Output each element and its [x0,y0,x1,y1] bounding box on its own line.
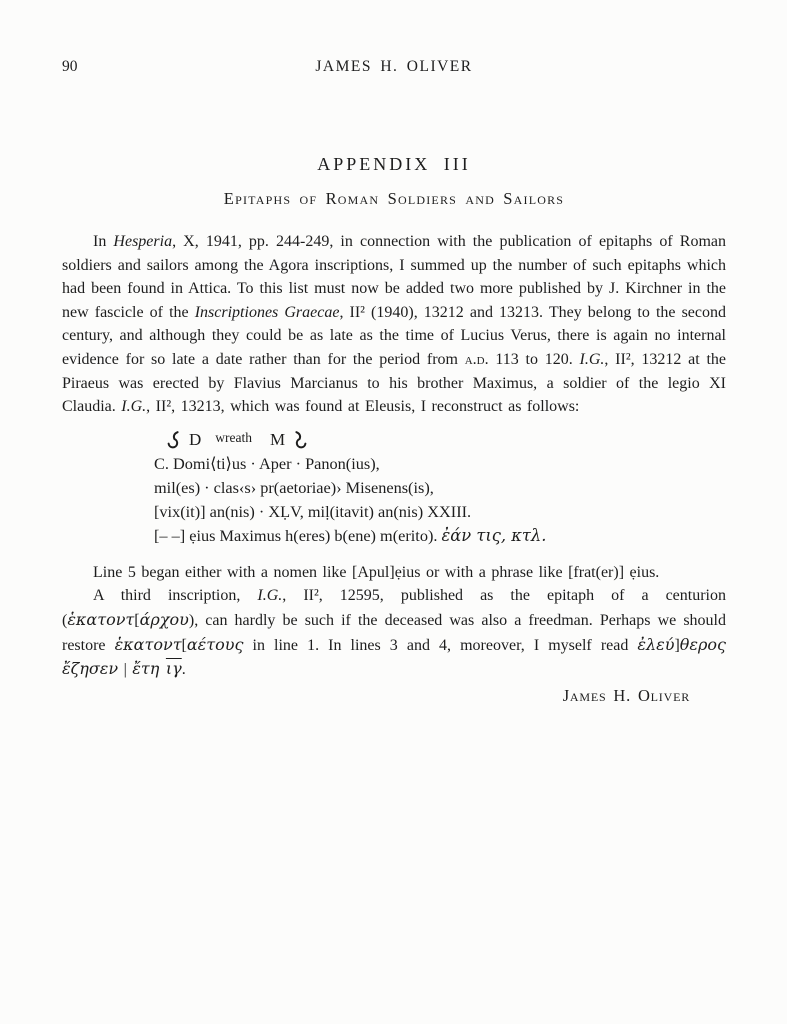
paragraph-introduction: In Hesperia, X, 1941, pp. 244-249, in connection with the publication of epitaphs of Roman soldiers and sailors among the Agora inscriptions, I summed up the number of such epitaphs which had been found in Attica. To this list must now be added two more published by J. Kirchner in the new fascicle of the Inscriptiones Graecae, II² (1940), 13212 and 13213. They belong to the second century, and although they could be as late as the time of Lucius Verus, there is again no internal evidence for so late a date rather than for the period from a.d. 113 to 120. I.G., II², 13212 at the Piraeus was erected by Flavius Marcianus to his brother Maximus, a soldier of the legio XI Claudia. I.G., II², 13213, which was found at Eleusis, I reconstruct as follows: [62,233,727,416]
inscription-line-3: mil(es) · clas‹s› pr(aetoriae)› Misenens(is), [154,477,434,497]
inscription-line-4: [vix(it)] an(nis) · XḶV, miḷ(itavit) an(nis) XXIII. [154,501,472,521]
appendix-title: APPENDIX III [317,154,471,174]
inscription-letter-d: D [189,429,202,449]
author-signature: James H. Oliver [562,685,690,705]
running-header-title: JAMES H. OLIVER [315,58,473,75]
running-head [62,58,726,80]
inscription-line-2: C. Domi⟨ti⟩us · Aper · Panon(ius), [154,453,380,473]
page-number: 90 [62,58,78,75]
hedera-right-icon [294,430,310,449]
wreath-note: wreath [215,429,253,445]
inscription-line-5: [– –] ẹius Maximus h(eres) b(ene) m(erito). ἐάν τις, κτλ. [154,525,547,545]
section-subtitle: Epitaphs of Roman Soldiers and Sailors [223,189,565,208]
inscription-line-dis-manibus [164,428,726,452]
paragraph-line5-note: Line 5 began either with a nomen like [Apul]ẹius or with a phrase like [frat(er)] ẹius. [93,563,660,581]
inscription-block [154,428,726,548]
paragraph-third-inscription: A third inscription, I.G., II², 12595, published as the epitaph of a centurion (ἑκατοντ[άρχου), can hardly be such if the deceased was also a freedman. Perhaps we should restore ἑκατοντ[αέτους in line 1. In lines 3 and 4, moreover, I myself read ἐλεύ]θερος ἔζησεν | ἔτη $\overline{\iota\gamma}$. [62,587,726,679]
hedera-left-icon [164,430,180,449]
inscription-letter-m: M [270,429,286,449]
